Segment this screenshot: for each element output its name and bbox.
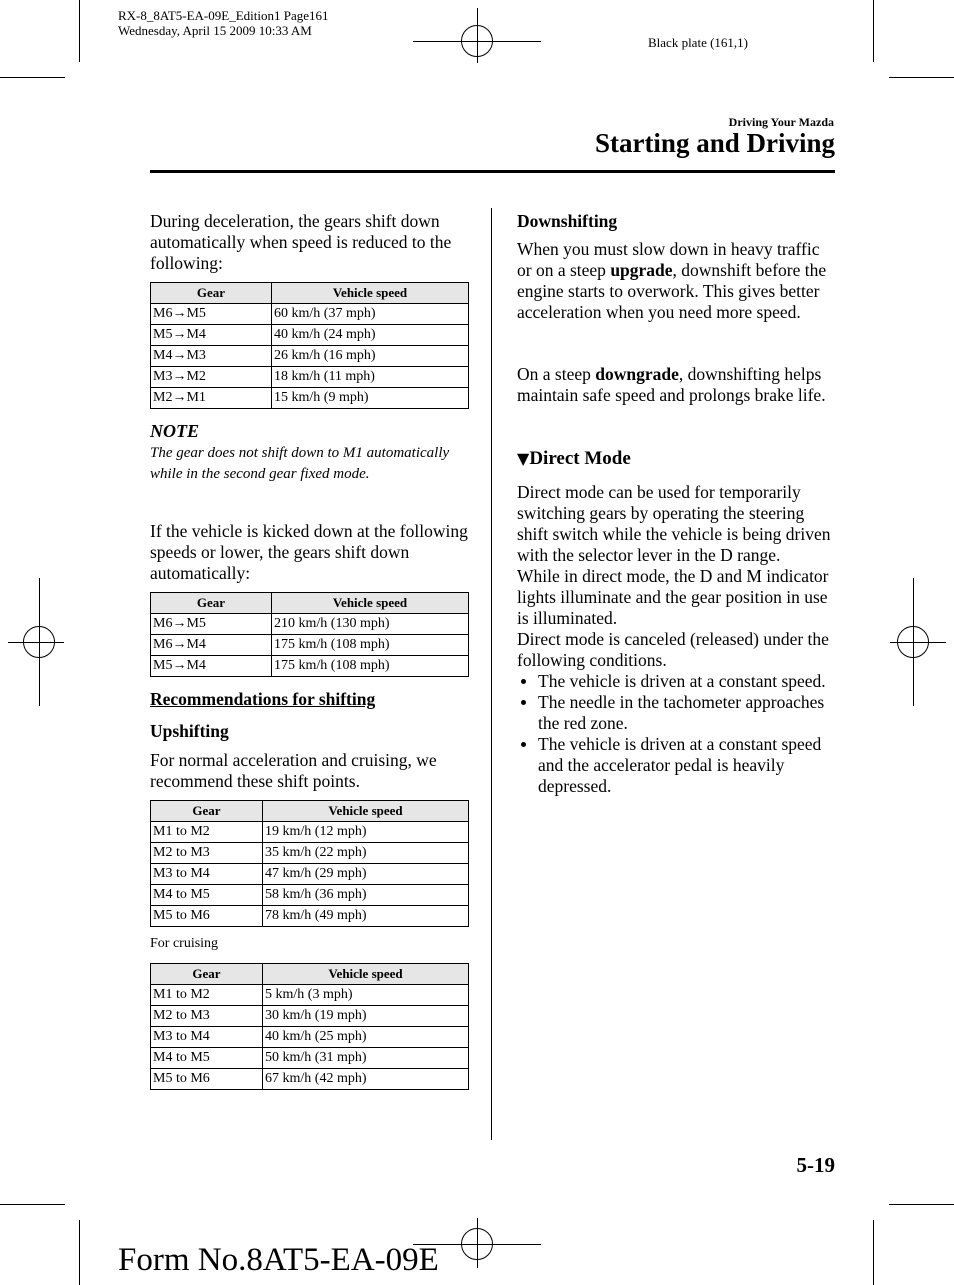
list-item [517,692,835,734]
table-row [151,325,469,346]
list-item-text: The vehicle is driven at a constant speed. [538,671,826,691]
speed-cell: 67 km/h (42 mph) [263,1069,469,1090]
direct-mode-paragraph: Direct mode can be used for temporarily switching gears by operating the steering shift switch while the vehicle is being driven with the selector lever in the D range. [517,482,831,565]
table-row [151,822,469,843]
title-rule [150,170,835,173]
table-row [151,656,469,677]
note-title: NOTE [150,421,199,441]
table-row [151,388,469,409]
print-job-info [118,8,329,38]
gear-cell: M2→M1 [151,388,272,409]
speed-cell: 40 km/h (25 mph) [263,1027,469,1048]
downshifting-heading: Downshifting [517,211,618,231]
direct-mode-title: Direct Mode [529,448,631,469]
gear-cell: M1 to M2 [151,822,263,843]
page-number: 5-19 [796,1153,835,1177]
speed-cell: 15 km/h (9 mph) [272,388,469,409]
list-item [517,734,835,797]
column-header-speed: Vehicle speed [263,801,469,822]
gear-cell: M5 to M6 [151,1069,263,1090]
table-header-row [151,593,469,614]
speed-cell: 35 km/h (22 mph) [263,843,469,864]
table-row [151,635,469,656]
table-header-row [151,964,469,985]
table-header-row [151,283,469,304]
table-row [151,1006,469,1027]
upshifting-text: For normal acceleration and cruising, we recommend these shift points. [150,750,437,791]
table-row [151,1027,469,1048]
speed-cell: 40 km/h (24 mph) [272,325,469,346]
downgrade-text-start: On a steep [517,364,596,384]
table-row [151,906,469,927]
speed-cell: 210 km/h (130 mph) [272,614,469,635]
speed-cell: 5 km/h (3 mph) [263,985,469,1006]
table-row [151,1069,469,1090]
bullet-icon [521,700,526,705]
gear-cell: M2 to M3 [151,843,263,864]
table-row [151,346,469,367]
speed-cell: 18 km/h (11 mph) [272,367,469,388]
column-header-gear: Gear [151,593,272,614]
direct-mode-paragraph: Direct mode is canceled (released) under the following conditions. [517,629,829,670]
gear-cell: M6→M5 [151,304,272,325]
column-header-gear: Gear [151,964,263,985]
cruising-table [150,963,469,1090]
column-header-gear: Gear [151,283,272,304]
gear-cell: M1 to M2 [151,985,263,1006]
speed-cell: 78 km/h (49 mph) [263,906,469,927]
kickdown-table [150,592,469,677]
plate-label: Black plate (161,1) [648,35,748,50]
table-row [151,985,469,1006]
gear-cell: M4 to M5 [151,885,263,906]
list-item [517,671,835,692]
table-row [151,304,469,325]
direct-mode-heading [517,448,631,470]
table-row [151,843,469,864]
speed-cell: 50 km/h (31 mph) [263,1048,469,1069]
section-kicker: Driving Your Mazda [728,115,834,129]
gear-cell: M6→M5 [151,614,272,635]
gear-cell: M4→M3 [151,346,272,367]
gear-cell: M3 to M4 [151,1027,263,1048]
print-job-date: Wednesday, April 15 2009 10:33 AM [118,23,312,38]
gear-cell: M6→M4 [151,635,272,656]
gear-cell: M4 to M5 [151,1048,263,1069]
gear-cell: M3 to M4 [151,864,263,885]
cruising-label: For cruising [150,936,219,951]
downshift-text-start: When you must slow down in heavy traffic or on a steep [517,239,820,280]
table-row [151,1048,469,1069]
deceleration-table [150,282,469,409]
speed-cell: 47 km/h (29 mph) [263,864,469,885]
list-item-text: The needle in the tachometer approaches the red zone. [538,692,825,733]
list-item-text: The vehicle is driven at a constant speed and the accelerator pedal is heavily depressed. [538,734,822,796]
upgrade-term: upgrade [610,260,673,280]
column-header-speed: Vehicle speed [272,283,469,304]
speed-cell: 26 km/h (16 mph) [272,346,469,367]
speed-cell: 175 km/h (108 mph) [272,635,469,656]
deceleration-intro: During deceleration, the gears shift down automatically when speed is reduced to the following: [150,211,452,273]
gear-cell: M3→M2 [151,367,272,388]
kickdown-text: If the vehicle is kicked down at the following speeds or lower, the gears shift down automatically: [150,521,468,583]
page-title: Starting and Driving [594,128,835,158]
recommendations-heading: Recommendations for shifting [150,689,376,709]
column-header-speed: Vehicle speed [263,964,469,985]
note-text: The gear does not shift down to M1 automatically while in the second gear fixed mode. [150,445,450,482]
direct-mode-paragraph: While in direct mode, the D and M indicator lights illuminate and the gear position in use is illuminated. [517,566,829,628]
downshift-text-end: , downshift before the engine starts to overwork. This gives better acceleration when you need more speed. [517,260,827,322]
speed-cell: 30 km/h (19 mph) [263,1006,469,1027]
column-header-speed: Vehicle speed [272,593,469,614]
upshifting-heading: Upshifting [150,721,229,741]
gear-cell: M5 to M6 [151,906,263,927]
speed-cell: 58 km/h (36 mph) [263,885,469,906]
downshifting-paragraph-2 [517,364,835,406]
speed-cell: 175 km/h (108 mph) [272,656,469,677]
bullet-icon [521,742,526,747]
speed-cell: 19 km/h (12 mph) [263,822,469,843]
table-header-row [151,801,469,822]
print-job-file: RX-8_8AT5-EA-09E_Edition1 Page161 [118,8,329,23]
form-number: Form No.8AT5-EA-09E [118,1242,439,1278]
table-row [151,614,469,635]
upshift-table [150,800,469,927]
column-header-gear: Gear [151,801,263,822]
triangle-marker-icon: ▼ [517,449,530,468]
cancel-conditions-list [517,671,835,797]
speed-cell: 60 km/h (37 mph) [272,304,469,325]
gear-cell: M2 to M3 [151,1006,263,1027]
direct-mode-body [517,482,835,797]
downgrade-term: downgrade [595,364,679,384]
gear-cell: M5→M4 [151,325,272,346]
table-row [151,864,469,885]
column-divider [491,208,492,1140]
downshifting-paragraph-1 [517,239,835,323]
downgrade-text-end: , downshifting helps maintain safe speed and prolongs brake life. [517,364,826,405]
table-row [151,885,469,906]
bullet-icon [521,679,526,684]
table-row [151,367,469,388]
gear-cell: M5→M4 [151,656,272,677]
